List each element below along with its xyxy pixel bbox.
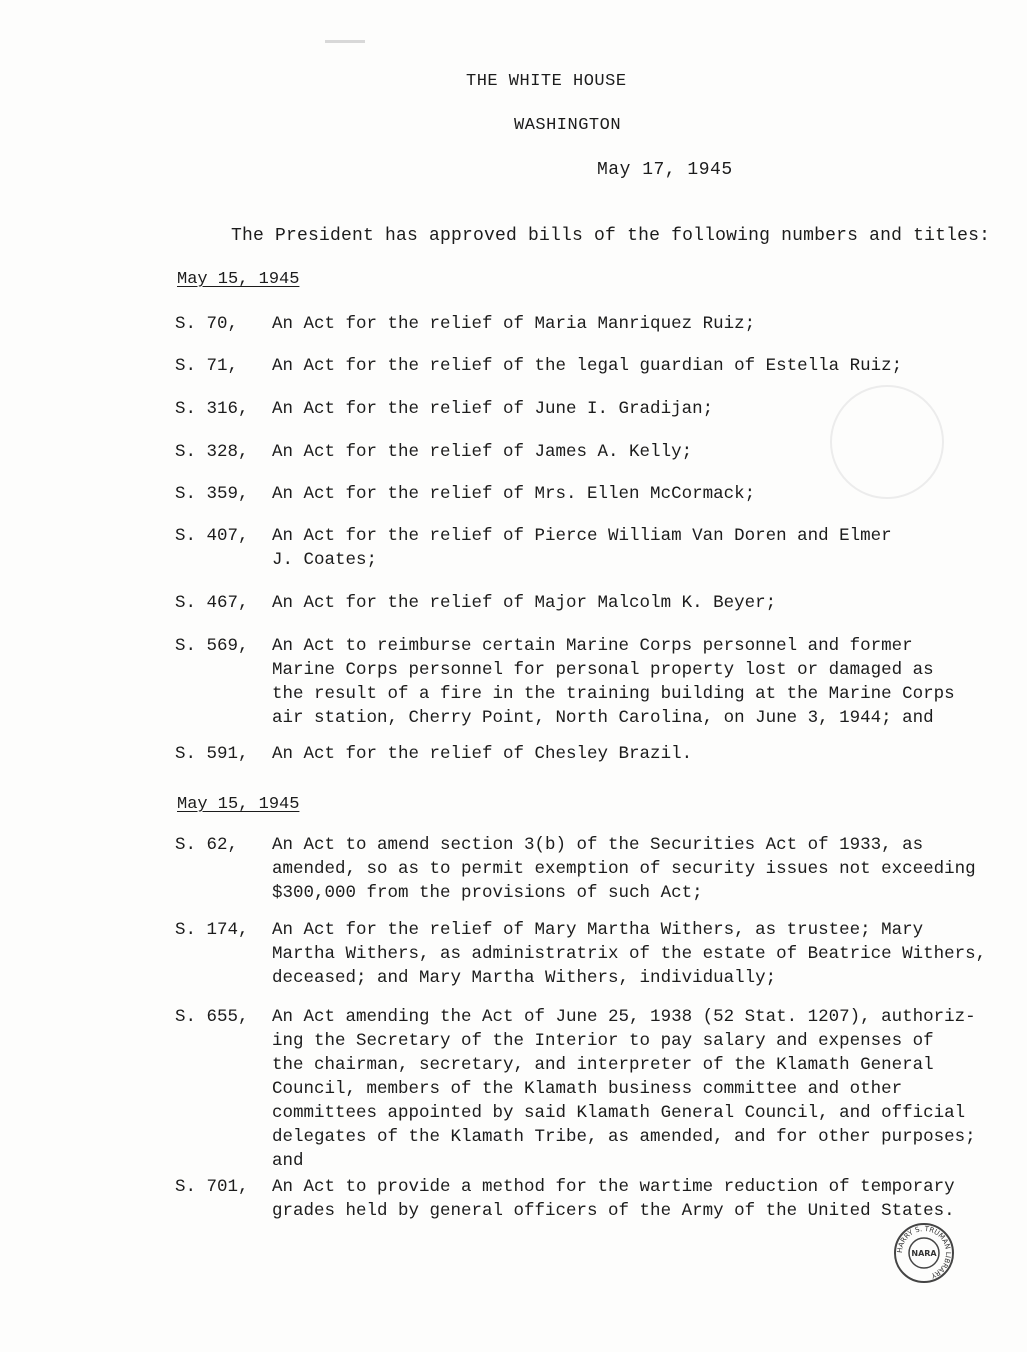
bill-title: An Act for the relief of the legal guardian of Estella Ruiz; [272,356,903,376]
bill-title: An Act for the relief of Mary Martha Withers, as trustee; Mary Martha Withers, as administratrix of the estate of Beatrice Withers, deceased; and Mary Martha Withers, individually; [272,920,987,988]
stamp-outer-text: HARRY S. TRUMAN LIBRARY [895,1224,953,1280]
bill-entry [175,918,1005,990]
bill-entry [175,1175,1005,1223]
bill-title: An Act to amend section 3(b) of the Securities Act of 1933, as amended, so as to permit exemption of security issues not exceeding $300,000 from the provisions of such Act; [272,835,976,903]
bill-entry [175,833,1005,905]
section-date: May 15, 1945 [177,795,300,814]
bill-title: An Act for the relief of Mrs. Ellen McCormack; [272,484,756,504]
bill-title: An Act for the relief of June I. Gradijan; [272,399,714,419]
letterhead-city: WASHINGTON [514,116,622,135]
bill-number: S. 407, [175,526,249,546]
stamp-inner-text: NARA [911,1249,937,1258]
bill-entry [175,591,1005,615]
bill-number: S. 71, [175,356,239,376]
bill-title: An Act to provide a method for the wartime reduction of temporary grades held by general officers of the Army of the United States. [272,1177,955,1221]
bill-title: An Act for the relief of Major Malcolm K. Beyer; [272,593,777,613]
scan-mark [325,40,365,43]
bill-number: S. 591, [175,744,249,764]
bill-entry [175,742,1005,766]
letterhead-org: THE WHITE HOUSE [466,72,627,91]
bill-number: S. 655, [175,1007,249,1027]
bill-entry [175,354,1005,378]
intro-text: The President has approved bills of the following numbers and titles: [231,226,991,246]
bill-number: S. 174, [175,920,249,940]
library-stamp-icon [893,1222,955,1284]
bill-number: S. 62, [175,835,239,855]
bill-number: S. 467, [175,593,249,613]
faint-stamp-impression [830,385,944,499]
bill-title: An Act to reimburse certain Marine Corps personnel and former Marine Corps personnel for personal property lost or damaged as the result of a fire in the training building at the Marine Corps air station, Cherry Point, North Carolina, on June 3, 1944; and [272,636,955,728]
bill-number: S. 328, [175,442,249,462]
bill-title: An Act for the relief of Maria Manriquez Ruiz; [272,314,756,334]
bill-title: An Act for the relief of Chesley Brazil. [272,744,693,764]
bill-title: An Act for the relief of Pierce William Van Doren and Elmer J. Coates; [272,526,892,570]
section-date: May 15, 1945 [177,270,300,289]
bill-number: S. 701, [175,1177,249,1197]
bill-number: S. 70, [175,314,239,334]
bill-title: An Act for the relief of James A. Kelly; [272,442,693,462]
bill-entry [175,634,1005,730]
bill-number: S. 359, [175,484,249,504]
bill-number: S. 316, [175,399,249,419]
bill-entry [175,524,1005,572]
bill-entry [175,312,1005,336]
bill-entry [175,1005,1005,1173]
document-date: May 17, 1945 [597,160,733,180]
bill-title: An Act amending the Act of June 25, 1938 (52 Stat. 1207), authoriz- ing the Secretary of the Interior to pay salary and expenses of the chairman, secretary, and interpreter of the Klamath General Council, members of the Klamath business committee and other committees appointed by said Klamath General Council, and official delegates of the Klamath Tribe, as amended, and for other purposes; and [272,1007,976,1171]
bill-number: S. 569, [175,636,249,656]
